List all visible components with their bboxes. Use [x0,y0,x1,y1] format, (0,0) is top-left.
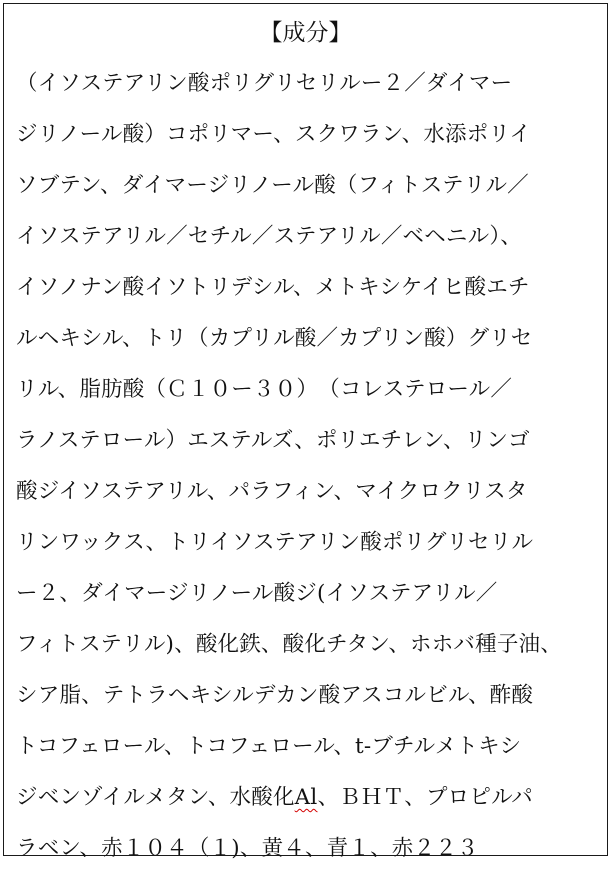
text-segment: 、ＢＨＴ、プロピルパ [317,785,533,810]
section-title: 【成分】 [259,20,352,46]
ingredients-box [3,3,608,861]
text-line: トコフェロール、トコフェロール、t-ブチルメトキシ [16,734,522,759]
text-line: フィトステリル)、酸化鉄、酸化チタン、ホホバ種子油、 [16,632,562,657]
ingredients-text [16,70,602,886]
text-line: リンワックス、トリイソステアリン酸ポリグリセリル [16,530,534,555]
text-line: 酸ジイソステアリル、パラフィン、マイクロクリスタ [16,479,528,504]
text-line: ー２、ダイマージリノール酸ジ(イソステアリル／ [16,581,498,606]
text-line: シア脂、テトラヘキシルデカン酸アスコルビル、酢酸 [16,683,534,708]
text-line-with-flag [16,784,602,835]
text-line: ソブテン、ダイマージリノール酸（フィトステリル／ [16,173,529,198]
text-line: （イソステアリン酸ポリグリセリルー２／ダイマー [16,71,513,96]
text-line: リル、脂肪酸（Ｃ１０ー３０） （コレステロール／ [16,377,513,402]
text-line: ジリノール酸）コポリマー、スクワラン、水添ポリイ [16,122,532,147]
spellcheck-flagged-word[interactable]: Al [294,785,318,810]
text-line: ルヘキシル、トリ（カプリル酸／カプリン酸）グリセ [16,326,533,351]
text-line: イソノナン酸イソトリデシル、メトキシケイヒ酸エチ [16,275,530,300]
text-line: イソステアリル／セチル／ステアリル／ベヘニル）、 [16,224,522,249]
text-line: ラノステロール）エステルズ、ポリエチレン、リンゴ [16,428,530,453]
text-segment: ジベンゾイルメタン、水酸化 [16,785,295,810]
text-line: ラベン、赤１０４（１)、黄４、青１、赤２２３ [16,836,479,861]
